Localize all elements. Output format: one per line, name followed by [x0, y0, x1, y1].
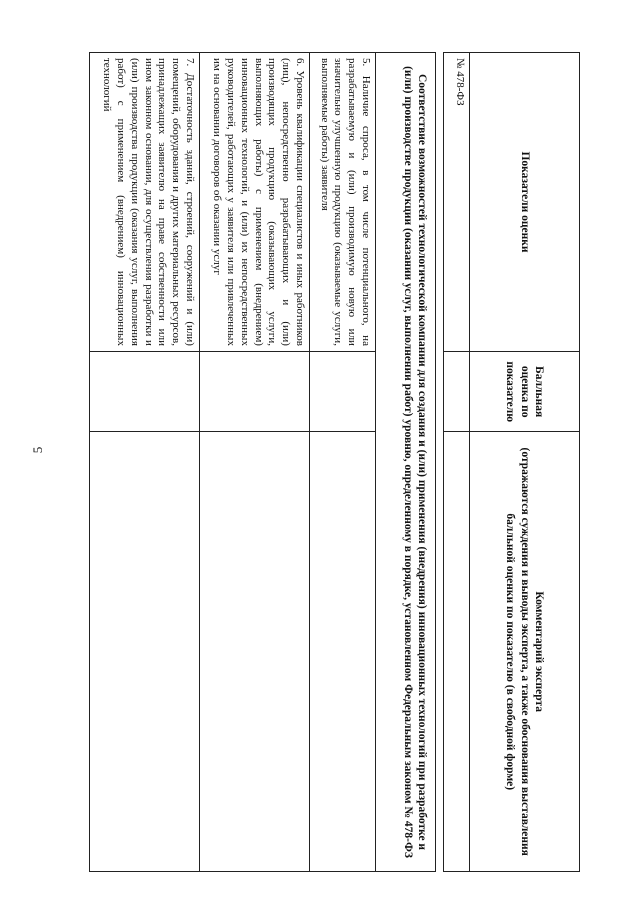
evaluation-table — [89, 52, 580, 872]
spacer-row — [436, 53, 444, 872]
criterion-text-6: 6. Уровень квалификации специалистов и иных работников (лиц), непосредственно разрабатывающих и (или) производящих продукцию (оказывающих услуги, выполняющих работы) с применением (внедрением) инновационных технологий, и (или) их непосредственных руководителей, работающих у заявителя или привлеченных им на основании договоров об оказании услуг — [200, 53, 310, 352]
header-score: Балльная оценка по показателю — [470, 351, 580, 431]
header-row — [470, 53, 580, 872]
criterion-row-6 — [200, 53, 310, 872]
criterion-comment-5 — [310, 432, 376, 872]
rotated-document-sheet — [101, 52, 580, 872]
law-cell: № 478-ФЗ — [444, 53, 470, 352]
criterion-row-7 — [90, 53, 200, 872]
criterion-score-5 — [310, 351, 376, 431]
spacer-cell — [436, 53, 444, 872]
criterion-text-5: 5. Наличие спроса, в том числе потенциального, на разрабатываемую и (или) производимую новую или значительно улучшенную продукцию (оказываемые услуги, выполняемые работы) заявителя — [310, 53, 376, 352]
law-row — [444, 53, 470, 872]
criterion-score-6 — [200, 351, 310, 431]
criterion-row-5 — [310, 53, 376, 872]
criterion-comment-7 — [90, 432, 200, 872]
criterion-score-7 — [90, 351, 200, 431]
law-score-cell — [444, 351, 470, 431]
header-indicator: Показатели оценки — [470, 53, 580, 352]
page-number: 5 — [30, 446, 45, 454]
header-comment — [470, 432, 580, 872]
section-row — [376, 53, 436, 872]
law-comment-cell — [444, 432, 470, 872]
criterion-comment-6 — [200, 432, 310, 872]
section-title: Соответствие возможностей технологической компании для создания и (или) применения (внедрения) инновационных технологий при разработке и (или) производстве продукции (оказании услуг, выполнении работ) уровню, определенному в порядке, установленном Федеральным законом № 478-ФЗ — [376, 53, 436, 872]
header-comment-title: Комментарий эксперта — [533, 591, 546, 713]
criterion-text-7: 7. Достаточность зданий, строений, сооружений и (или) помещений, оборудования и других материальных ресурсов, принадлежащих заявителю на праве собственности или ином законном основании, для осуществления разработки и (или) производства продукции (оказания услуг, выполнения работ) с применением (внедрением) инновационных технологий — [90, 53, 200, 352]
header-comment-subtitle: (отражаются суждения и выводы эксперта, а также обоснования выставления балльной оценки по показателю (в свободной форме) — [504, 447, 531, 856]
